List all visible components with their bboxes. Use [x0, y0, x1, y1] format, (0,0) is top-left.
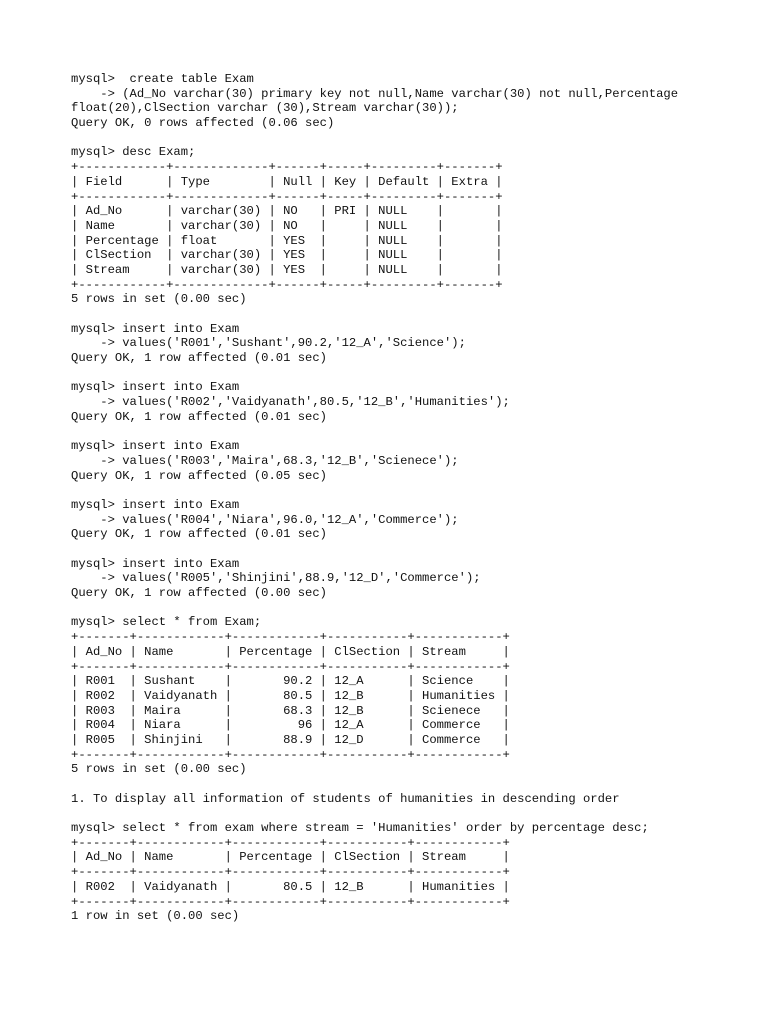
insert-result: Query OK, 1 row affected (0.05 sec): [71, 468, 327, 483]
insert-prompt: mysql> insert into Exam: [71, 556, 240, 571]
desc-table-row: | ClSection | varchar(30) | YES | | NULL | |: [71, 248, 503, 263]
insert-values: -> values('R003','Maira',68.3,'12_B','Scienece');: [71, 453, 459, 468]
desc-table-header: | Field | Type | Null | Key | Default | Extra |: [71, 174, 503, 189]
create-table-prompt: mysql> create table Exam: [71, 72, 254, 86]
exam-table-border: +-------+------------+------------+-----------+------------+: [71, 747, 510, 762]
humanities-table-header: | Ad_No | Name | Percentage | ClSection | Stream |: [71, 850, 510, 865]
insert-values: -> values('R001','Sushant',90.2,'12_A','Science');: [71, 336, 466, 351]
create-table-result: Query OK, 0 rows affected (0.06 sec): [71, 116, 335, 131]
create-table-continuation: -> (Ad_No varchar(30) primary key not null,Name varchar(30) not null,Percentage: [71, 86, 679, 101]
desc-prompt: mysql> desc Exam;: [71, 145, 196, 160]
humanities-table-row: | R002 | Vaidyanath | 80.5 | 12_B | Humanities |: [71, 879, 510, 894]
blank-line: [71, 777, 761, 792]
insert-prompt: mysql> insert into Exam: [71, 497, 240, 512]
select-humanities-prompt: mysql> select * from exam where stream = 'Humanities' order by percentage desc;: [71, 821, 649, 836]
desc-table-row: | Stream | varchar(30) | YES | | NULL | |: [71, 262, 503, 277]
exam-table-row: | R004 | Niara | 96 | 12_A | Commerce |: [71, 718, 510, 733]
desc-table-border: +------------+-------------+------+-----+---------+-------+: [71, 189, 503, 204]
insert-prompt: mysql> insert into Exam: [71, 321, 240, 336]
select-humanities-result: 1 row in set (0.00 sec): [71, 909, 240, 924]
desc-table-row: | Name | varchar(30) | NO | | NULL | |: [71, 218, 503, 233]
insert-values: -> values('R005','Shinjini',88.9,'12_D','Commerce');: [71, 571, 481, 586]
exam-table-border: +-------+------------+------------+-----------+------------+: [71, 659, 510, 674]
humanities-table-border: +-------+------------+------------+-----------+------------+: [71, 865, 510, 880]
desc-table-row: | Percentage | float | YES | | NULL | |: [71, 233, 503, 248]
blank-line: [71, 806, 761, 821]
blank-line: [71, 425, 761, 440]
blank-line: [71, 601, 761, 616]
exam-table-header: | Ad_No | Name | Percentage | ClSection | Stream |: [71, 644, 510, 659]
blank-line: [71, 131, 761, 146]
blank-line: [71, 307, 761, 322]
insert-result: Query OK, 1 row affected (0.01 sec): [71, 527, 327, 542]
exam-table-row: | R005 | Shinjini | 88.9 | 12_D | Commerce |: [71, 732, 510, 747]
insert-prompt: mysql> insert into Exam: [71, 380, 240, 395]
select-all-prompt: mysql> select * from Exam;: [71, 615, 262, 630]
desc-table-border: +------------+-------------+------+-----+---------+-------+: [71, 277, 503, 292]
select-all-result: 5 rows in set (0.00 sec): [71, 762, 247, 777]
desc-table-row: | Ad_No | varchar(30) | NO | PRI | NULL | |: [71, 204, 503, 219]
humanities-table-border: +-------+------------+------------+-----------+------------+: [71, 894, 510, 909]
mysql-session-log: [71, 72, 761, 924]
desc-table-border: +------------+-------------+------+-----+---------+-------+: [71, 160, 503, 175]
insert-prompt: mysql> insert into Exam: [71, 439, 240, 454]
humanities-table-border: +-------+------------+------------+-----------+------------+: [71, 835, 510, 850]
insert-values: -> values('R002','Vaidyanath',80.5,'12_B','Humanities');: [71, 395, 510, 410]
create-table-continuation-wrap: float(20),ClSection varchar (30),Stream varchar(30));: [71, 101, 459, 116]
question-text: 1. To display all information of students of humanities in descending order: [71, 791, 620, 806]
exam-table-row: | R001 | Sushant | 90.2 | 12_A | Science |: [71, 674, 510, 689]
desc-result: 5 rows in set (0.00 sec): [71, 292, 247, 307]
insert-result: Query OK, 1 row affected (0.01 sec): [71, 409, 327, 424]
exam-table-row: | R002 | Vaidyanath | 80.5 | 12_B | Humanities |: [71, 688, 510, 703]
insert-result: Query OK, 1 row affected (0.01 sec): [71, 351, 327, 366]
exam-table-row: | R003 | Maira | 68.3 | 12_B | Scienece |: [71, 703, 510, 718]
blank-line: [71, 542, 761, 557]
blank-line: [71, 483, 761, 498]
insert-values: -> values('R004','Niara',96.0,'12_A','Commerce');: [71, 512, 459, 527]
exam-table-border: +-------+------------+------------+-----------+------------+: [71, 630, 510, 645]
insert-result: Query OK, 1 row affected (0.00 sec): [71, 586, 327, 601]
blank-line: [71, 366, 761, 381]
